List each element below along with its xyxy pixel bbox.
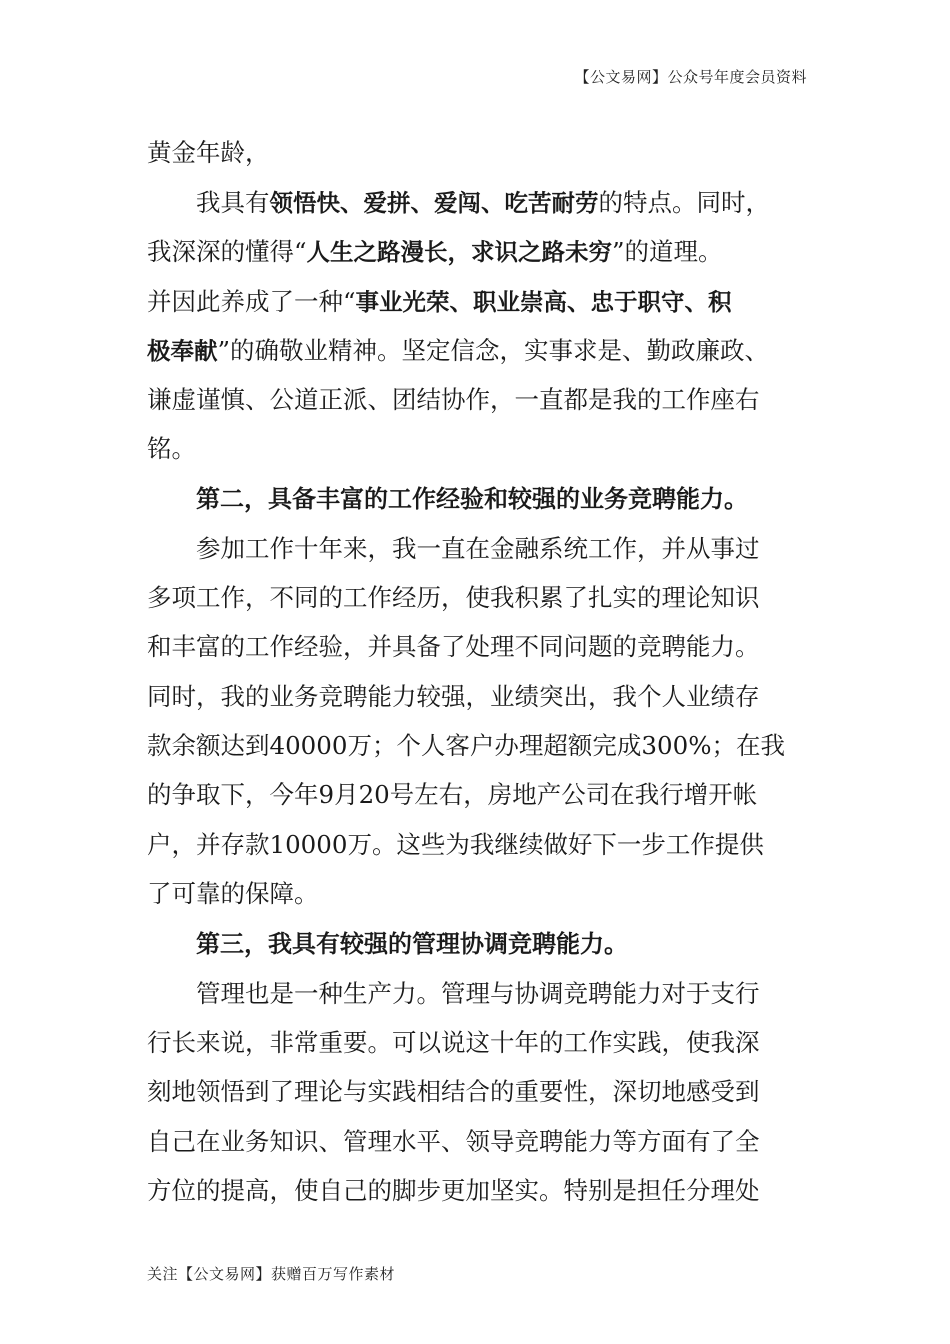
body-line: 谦虚谨慎、公道正派、团结协作，一直都是我的工作座右 — [147, 385, 760, 414]
body-line: 自己在业务知识、管理水平、领导竞聘能力等方面有了全 — [147, 1127, 760, 1156]
bold-phrase: 极奉献 — [147, 337, 218, 365]
text-run: 的特点。同时， — [598, 188, 770, 217]
bold-phrase: 领悟快、爱拼、爱闯、吃苦耐劳 — [269, 189, 599, 217]
body-line: 户，并存款10000万。这些为我继续做好下一步工作提供 — [147, 830, 764, 859]
section-heading-2: 第二，具备丰富的工作经验和较强的业务竞聘能力。 — [196, 485, 748, 513]
body-line — [147, 331, 769, 371]
footer-note: 关注【公文易网】获赠百万写作素材 — [147, 1265, 396, 1283]
bold-phrase: 人生之路漫长，求识之路未穷 — [306, 238, 613, 266]
body-line: 方位的提高，使自己的脚步更加坚实。特别是担任分理处 — [147, 1176, 760, 1205]
body-line: 刻地领悟到了理论与实践相结合的重要性，深切地感受到 — [147, 1077, 760, 1106]
body-line: 行长来说，非常重要。可以说这十年的工作实践，使我深 — [147, 1028, 760, 1057]
text-run: 我具有 — [196, 188, 270, 217]
body-line: 款余额达到40000万；个人客户办理超额完成300%；在我 — [147, 731, 785, 760]
body-line: 同时，我的业务竞聘能力较强，业绩突出，我个人业绩存 — [147, 682, 760, 711]
body-line: 参加工作十年来，我一直在金融系统工作，并从事过 — [196, 534, 760, 563]
body-line — [147, 282, 732, 322]
body-line: 管理也是一种生产力。管理与协调竞聘能力对于支行 — [196, 979, 760, 1008]
body-line: 的争取下，今年9月20号左右，房地产公司在我行增开帐 — [147, 780, 758, 809]
body-line: 和丰富的工作经验，并具备了处理不同问题的竞聘能力。 — [147, 632, 760, 661]
body-line — [147, 232, 723, 272]
body-line: 铭。 — [147, 434, 196, 463]
body-line: 多项工作，不同的工作经历，使我积累了扎实的理论知识 — [147, 583, 760, 612]
text-run: 我深深的懂得“ — [147, 237, 307, 266]
text-run: 并因此养成了一种“ — [147, 287, 356, 316]
body-line — [196, 183, 770, 223]
body-line: 黄金年龄， — [147, 138, 270, 167]
text-run: ”的道理。 — [612, 237, 723, 266]
section-heading-3: 第三，我具有较强的管理协调竞聘能力。 — [196, 930, 628, 958]
body-line: 了可靠的保障。 — [147, 879, 319, 908]
header-note: 【公文易网】公众号年度会员资料 — [574, 68, 807, 86]
text-run: ”的确敬业精神。坚定信念，实事求是、勤政廉政、 — [217, 336, 770, 365]
bold-phrase: 事业光荣、职业崇高、忠于职守、积 — [355, 288, 732, 316]
